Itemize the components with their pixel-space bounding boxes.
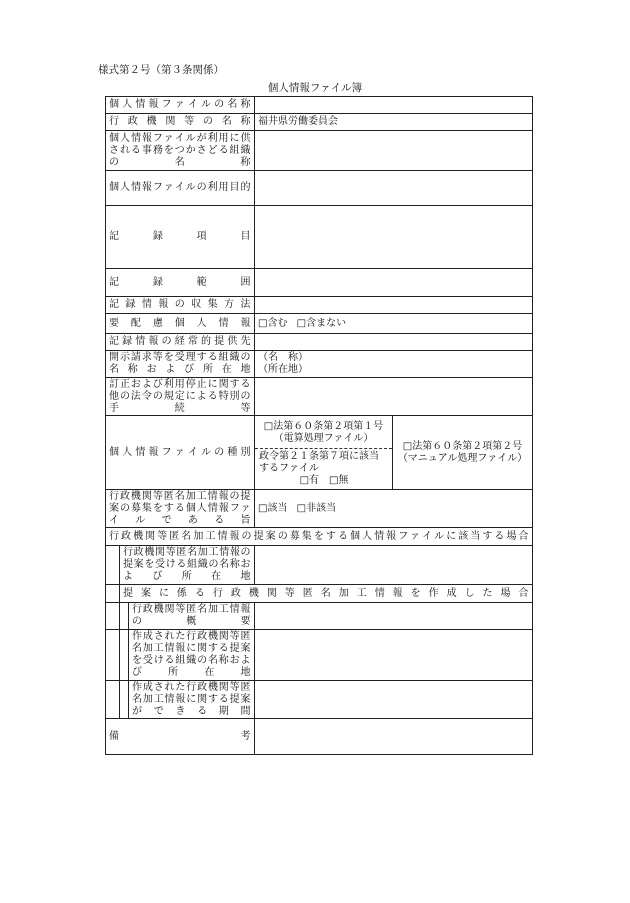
row-anon-section-header [106, 528, 533, 546]
anon-solicitation-label: 行政機関等匿名加工情報の提案の募集をする個人情報ファイルである旨 [106, 490, 255, 528]
purpose-label: 個人情報ファイルの利用目的 [106, 171, 255, 206]
remarks-label: 備考 [106, 719, 255, 755]
disclosure-org-label: 開示請求等を受理する組織の名称および所在地 [106, 351, 255, 378]
row-record-scope [106, 269, 533, 297]
ordinance-text-1: 政令第２１条第７項に該当 [259, 450, 380, 462]
row-disclosure-org [106, 351, 533, 378]
row-anon-created-header [106, 585, 533, 603]
indent-spacer [120, 603, 129, 630]
row-remarks [106, 719, 533, 755]
disclosure-address-label: （所在地） [258, 364, 309, 375]
special-procedure-label: 訂正および利用停止に関する他の法令の規定による特別の手続等 [106, 378, 255, 416]
row-anon-proposal-org [106, 546, 533, 585]
indent-spacer [106, 603, 120, 630]
anon-not-applies-checkbox[interactable]: □非該当 [296, 502, 337, 514]
anon-summary-label: 行政機関等匿名加工情報の概要 [129, 603, 255, 630]
anon-period-label: 作成された行政機関等匿名加工情報に関する提案ができる期間 [129, 681, 255, 719]
collection-method-label: 記録情報の収集方法 [106, 297, 255, 314]
file-type-computer-checkbox[interactable] [255, 419, 392, 445]
row-purpose [106, 171, 533, 206]
file-type-manual-subtext: （マニュアル処理ファイル） [397, 452, 528, 464]
regular-provision-value[interactable] [255, 334, 533, 351]
record-items-value[interactable] [255, 206, 533, 269]
anon-proposal-org-value[interactable] [255, 546, 533, 585]
disclosure-name-label: （名 称） [258, 352, 309, 363]
purpose-value[interactable] [255, 171, 533, 206]
file-name-value[interactable] [255, 97, 533, 114]
anon-section-header: 行政機関等匿名加工情報の提案の募集をする個人情報ファイルに該当する場合 [106, 528, 533, 546]
anon-created-org-value[interactable] [255, 630, 533, 681]
org-in-charge-value[interactable] [255, 131, 533, 171]
row-special-procedure [106, 378, 533, 416]
file-type-computer-text: □法第６０条第２項第１号 [263, 420, 384, 432]
ordinance-section [255, 448, 392, 487]
record-scope-value[interactable] [255, 269, 533, 297]
remarks-value[interactable] [255, 719, 533, 755]
anon-summary-value[interactable] [255, 603, 533, 630]
row-org-in-charge [106, 131, 533, 171]
row-anon-summary [106, 603, 533, 630]
anon-period-value[interactable] [255, 681, 533, 719]
agency-name-value[interactable]: 福井県労働委員会 [255, 114, 533, 131]
file-type-label: 個人情報ファイルの種別 [106, 416, 255, 490]
personal-info-file-register-table [105, 96, 533, 755]
sensitive-include-checkbox[interactable]: □含む [258, 317, 288, 329]
record-items-label: 記録項目 [106, 206, 255, 269]
file-type-computer-subtext: （電算処理ファイル） [273, 432, 374, 444]
anon-proposal-org-label: 行政機関等匿名加工情報の提案を受ける組織の名称および所在地 [120, 546, 255, 585]
file-type-manual-checkbox[interactable] [393, 416, 533, 490]
file-type-manual-text: □法第６０条第２項第２号 [402, 440, 523, 452]
ordinance-choice-checkboxes[interactable]: □有 □無 [299, 474, 349, 486]
indent-spacer [106, 585, 120, 603]
indent-spacer [120, 630, 129, 681]
agency-name-label: 行政機関等の名称 [106, 114, 255, 131]
row-file-name [106, 97, 533, 114]
collection-method-value[interactable] [255, 297, 533, 314]
row-file-type [106, 416, 533, 490]
anon-applies-checkbox[interactable]: □該当 [258, 502, 288, 514]
indent-spacer [106, 681, 120, 719]
sensitive-info-label: 要配慮個人情報 [106, 314, 255, 334]
ordinance-text-2: するファイル [259, 462, 319, 474]
anon-created-header: 提案に係る行政機関等匿名加工情報を作成した場合 [120, 585, 533, 603]
org-in-charge-label: 個人情報ファイルが利用に供される事務をつかさどる組織の名称 [106, 131, 255, 171]
indent-spacer [106, 630, 120, 681]
row-sensitive-info [106, 314, 533, 334]
file-type-computer-cell [255, 416, 393, 490]
anon-created-org-label: 作成された行政機関等匿名加工情報に関する提案を受ける組織の名称および所在地 [129, 630, 255, 681]
sensitive-info-options [255, 314, 533, 334]
indent-spacer [120, 681, 129, 719]
form-number: 様式第２号（第３条関係） [98, 64, 224, 76]
row-collection-method [106, 297, 533, 314]
row-anon-period [106, 681, 533, 719]
row-anon-created-org [106, 630, 533, 681]
regular-provision-label: 記録情報の経常的提供先 [106, 334, 255, 351]
sensitive-exclude-checkbox[interactable]: □含まない [296, 317, 347, 329]
row-anon-solicitation [106, 490, 533, 528]
page-title: 個人情報ファイル簿 [267, 82, 363, 94]
row-record-items [106, 206, 533, 269]
record-scope-label: 記録範囲 [106, 269, 255, 297]
row-regular-provision [106, 334, 533, 351]
row-agency-name [106, 114, 533, 131]
indent-spacer [106, 546, 120, 585]
anon-solicitation-options [255, 490, 533, 528]
disclosure-org-value[interactable] [255, 351, 533, 378]
file-name-label: 個人情報ファイルの名称 [106, 97, 255, 114]
special-procedure-value[interactable] [255, 378, 533, 416]
